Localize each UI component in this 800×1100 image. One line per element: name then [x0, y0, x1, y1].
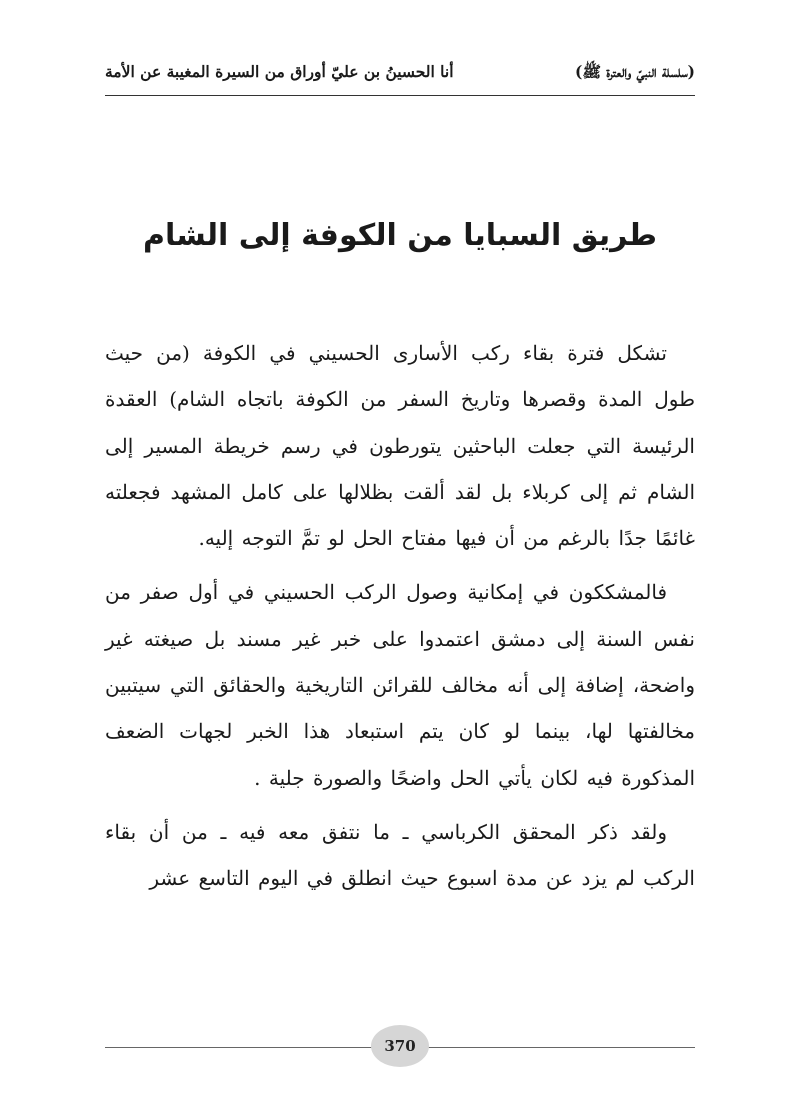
- page-number: 370: [371, 1025, 429, 1067]
- book-title: أنا الحسينُ بن عليّ أوراق من السيرة المغيبة عن الأمة: [105, 62, 454, 81]
- header-divider: [105, 95, 695, 96]
- paragraph-2: فالمشككون في إمكانية وصول الركب الحسيني في أول صفر من نفس السنة إلى دمشق اعتمدوا على خبر غير مسند بل صيغته غير واضحة، إضافة إلى أنه مخالف للقرائن التاريخية والحقائق التي سيتبين مخالفتها لها، بينما لو كان يتم استبعاد هذا الخبر لجهات الضعف المذكورة فيه لكان يأتي الحل واضحًا والصورة جلية .: [105, 580, 695, 790]
- paragraph-1: تشكل فترة بقاء ركب الأسارى الحسيني في الكوفة (من حيث طول المدة وقصرها وتاريخ السفر من الكوفة باتجاه الشام) العقدة الرئيسة التي جعلت الباحثين يتورطون في رسم خريطة المسير إلى الشام ثم إلى كربلاء بل لقد ألقت بظلالها على كامل المشهد فجعلته غائمًا جدًا بالرغم من أن فيها مفتاح الحل لو تمَّ التوجه إليه.: [105, 341, 695, 551]
- chapter-title: طريق السبايا من الكوفة إلى الشام: [143, 218, 657, 253]
- body-text: [105, 330, 695, 910]
- page-footer: [105, 1025, 695, 1069]
- running-header: [105, 56, 695, 96]
- paragraph-3: ولقد ذكر المحقق الكرباسي ـ ما نتفق معه فيه ـ من أن بقاء الركب لم يزد عن مدة اسبوع حيث انطلق في اليوم التاسع عشر: [105, 819, 695, 891]
- series-title: (سلسلة النبيّ والعترة ﷺ): [575, 62, 695, 81]
